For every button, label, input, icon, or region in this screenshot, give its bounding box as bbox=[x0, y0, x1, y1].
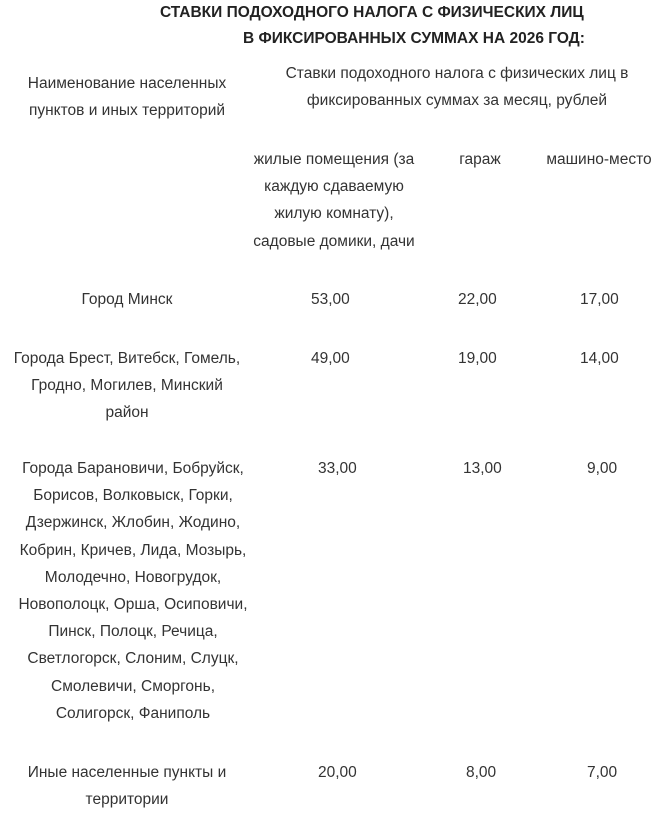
territory-line: территории bbox=[85, 791, 169, 809]
table-cell-garage: 8,00 bbox=[466, 764, 497, 781]
table-cell-garage: 13,00 bbox=[463, 460, 502, 477]
header-garage-label: гараж bbox=[459, 151, 501, 168]
page-title-line-2: В ФИКСИРОВАННЫХ СУММАХ НА 2026 ГОД: bbox=[243, 30, 585, 47]
header-housing-line: каждую сдаваемую bbox=[264, 178, 404, 196]
header-parking-label: машино-место bbox=[546, 151, 652, 168]
table-cell-garage: 19,00 bbox=[458, 350, 497, 367]
header-parking bbox=[535, 146, 663, 173]
territory-line: Светлогорск, Слоним, Слуцк, bbox=[27, 650, 239, 668]
header-territory bbox=[10, 70, 244, 124]
table-cell-parking: 7,00 bbox=[587, 764, 618, 781]
territory-line: Пинск, Полоцк, Речица, bbox=[48, 623, 218, 641]
territory-line: Дзержинск, Жлобин, Жодино, bbox=[25, 514, 241, 532]
table-cell-housing: 20,00 bbox=[318, 764, 357, 781]
territory-line: Иные населенные пункты и bbox=[27, 764, 227, 781]
page-title-line-1: СТАВКИ ПОДОХОДНОГО НАЛОГА С ФИЗИЧЕСКИХ ЛИЦ bbox=[160, 4, 584, 21]
territory-line: Город Минск bbox=[81, 291, 173, 308]
header-housing-line: садовые домики, дачи bbox=[253, 232, 415, 250]
table-cell-parking: 17,00 bbox=[580, 291, 619, 308]
table-cell-housing: 33,00 bbox=[318, 460, 357, 477]
header-garage bbox=[430, 146, 530, 173]
territory-line: Города Брест, Витебск, Гомель, bbox=[13, 350, 241, 367]
territory-line: Солигорск, Фаниполь bbox=[55, 704, 211, 722]
header-housing bbox=[244, 146, 424, 255]
table-row-territory bbox=[10, 345, 244, 427]
header-housing-line: жилую комнату), bbox=[274, 205, 394, 223]
header-rates-line: фиксированных суммах за месяц, рублей bbox=[306, 92, 608, 110]
table-cell-garage: 22,00 bbox=[458, 291, 497, 308]
territory-line: Борисов, Волковыск, Горки, bbox=[33, 487, 233, 505]
table-cell-housing: 49,00 bbox=[311, 350, 350, 367]
table-cell-housing: 53,00 bbox=[311, 291, 350, 308]
header-rates-line: Ставки подоходного налога с физических лиц в bbox=[285, 65, 629, 82]
territory-line: Кобрин, Кричев, Лида, Мозырь, bbox=[19, 541, 247, 559]
table-row-territory bbox=[10, 759, 244, 813]
header-territory-line: пунктов и иных территорий bbox=[28, 102, 226, 120]
territory-line: Города Барановичи, Бобруйск, bbox=[22, 460, 244, 477]
header-housing-line: жилые помещения (за bbox=[253, 151, 415, 168]
header-territory-line: Наименование населенных bbox=[27, 75, 227, 92]
territory-line: Смолевичи, Сморгонь, bbox=[51, 677, 215, 695]
table-cell-parking: 14,00 bbox=[580, 350, 619, 367]
territory-line: Молодечно, Новогрудок, bbox=[44, 568, 222, 586]
table-row-territory bbox=[10, 286, 244, 313]
table-cell-parking: 9,00 bbox=[587, 460, 618, 477]
header-rates-group bbox=[262, 60, 652, 114]
table-row-territory bbox=[10, 455, 256, 727]
territory-line: Гродно, Могилев, Минский bbox=[31, 377, 223, 395]
territory-line: Новополоцк, Орша, Осиповичи, bbox=[18, 596, 248, 614]
territory-line: район bbox=[105, 404, 149, 422]
